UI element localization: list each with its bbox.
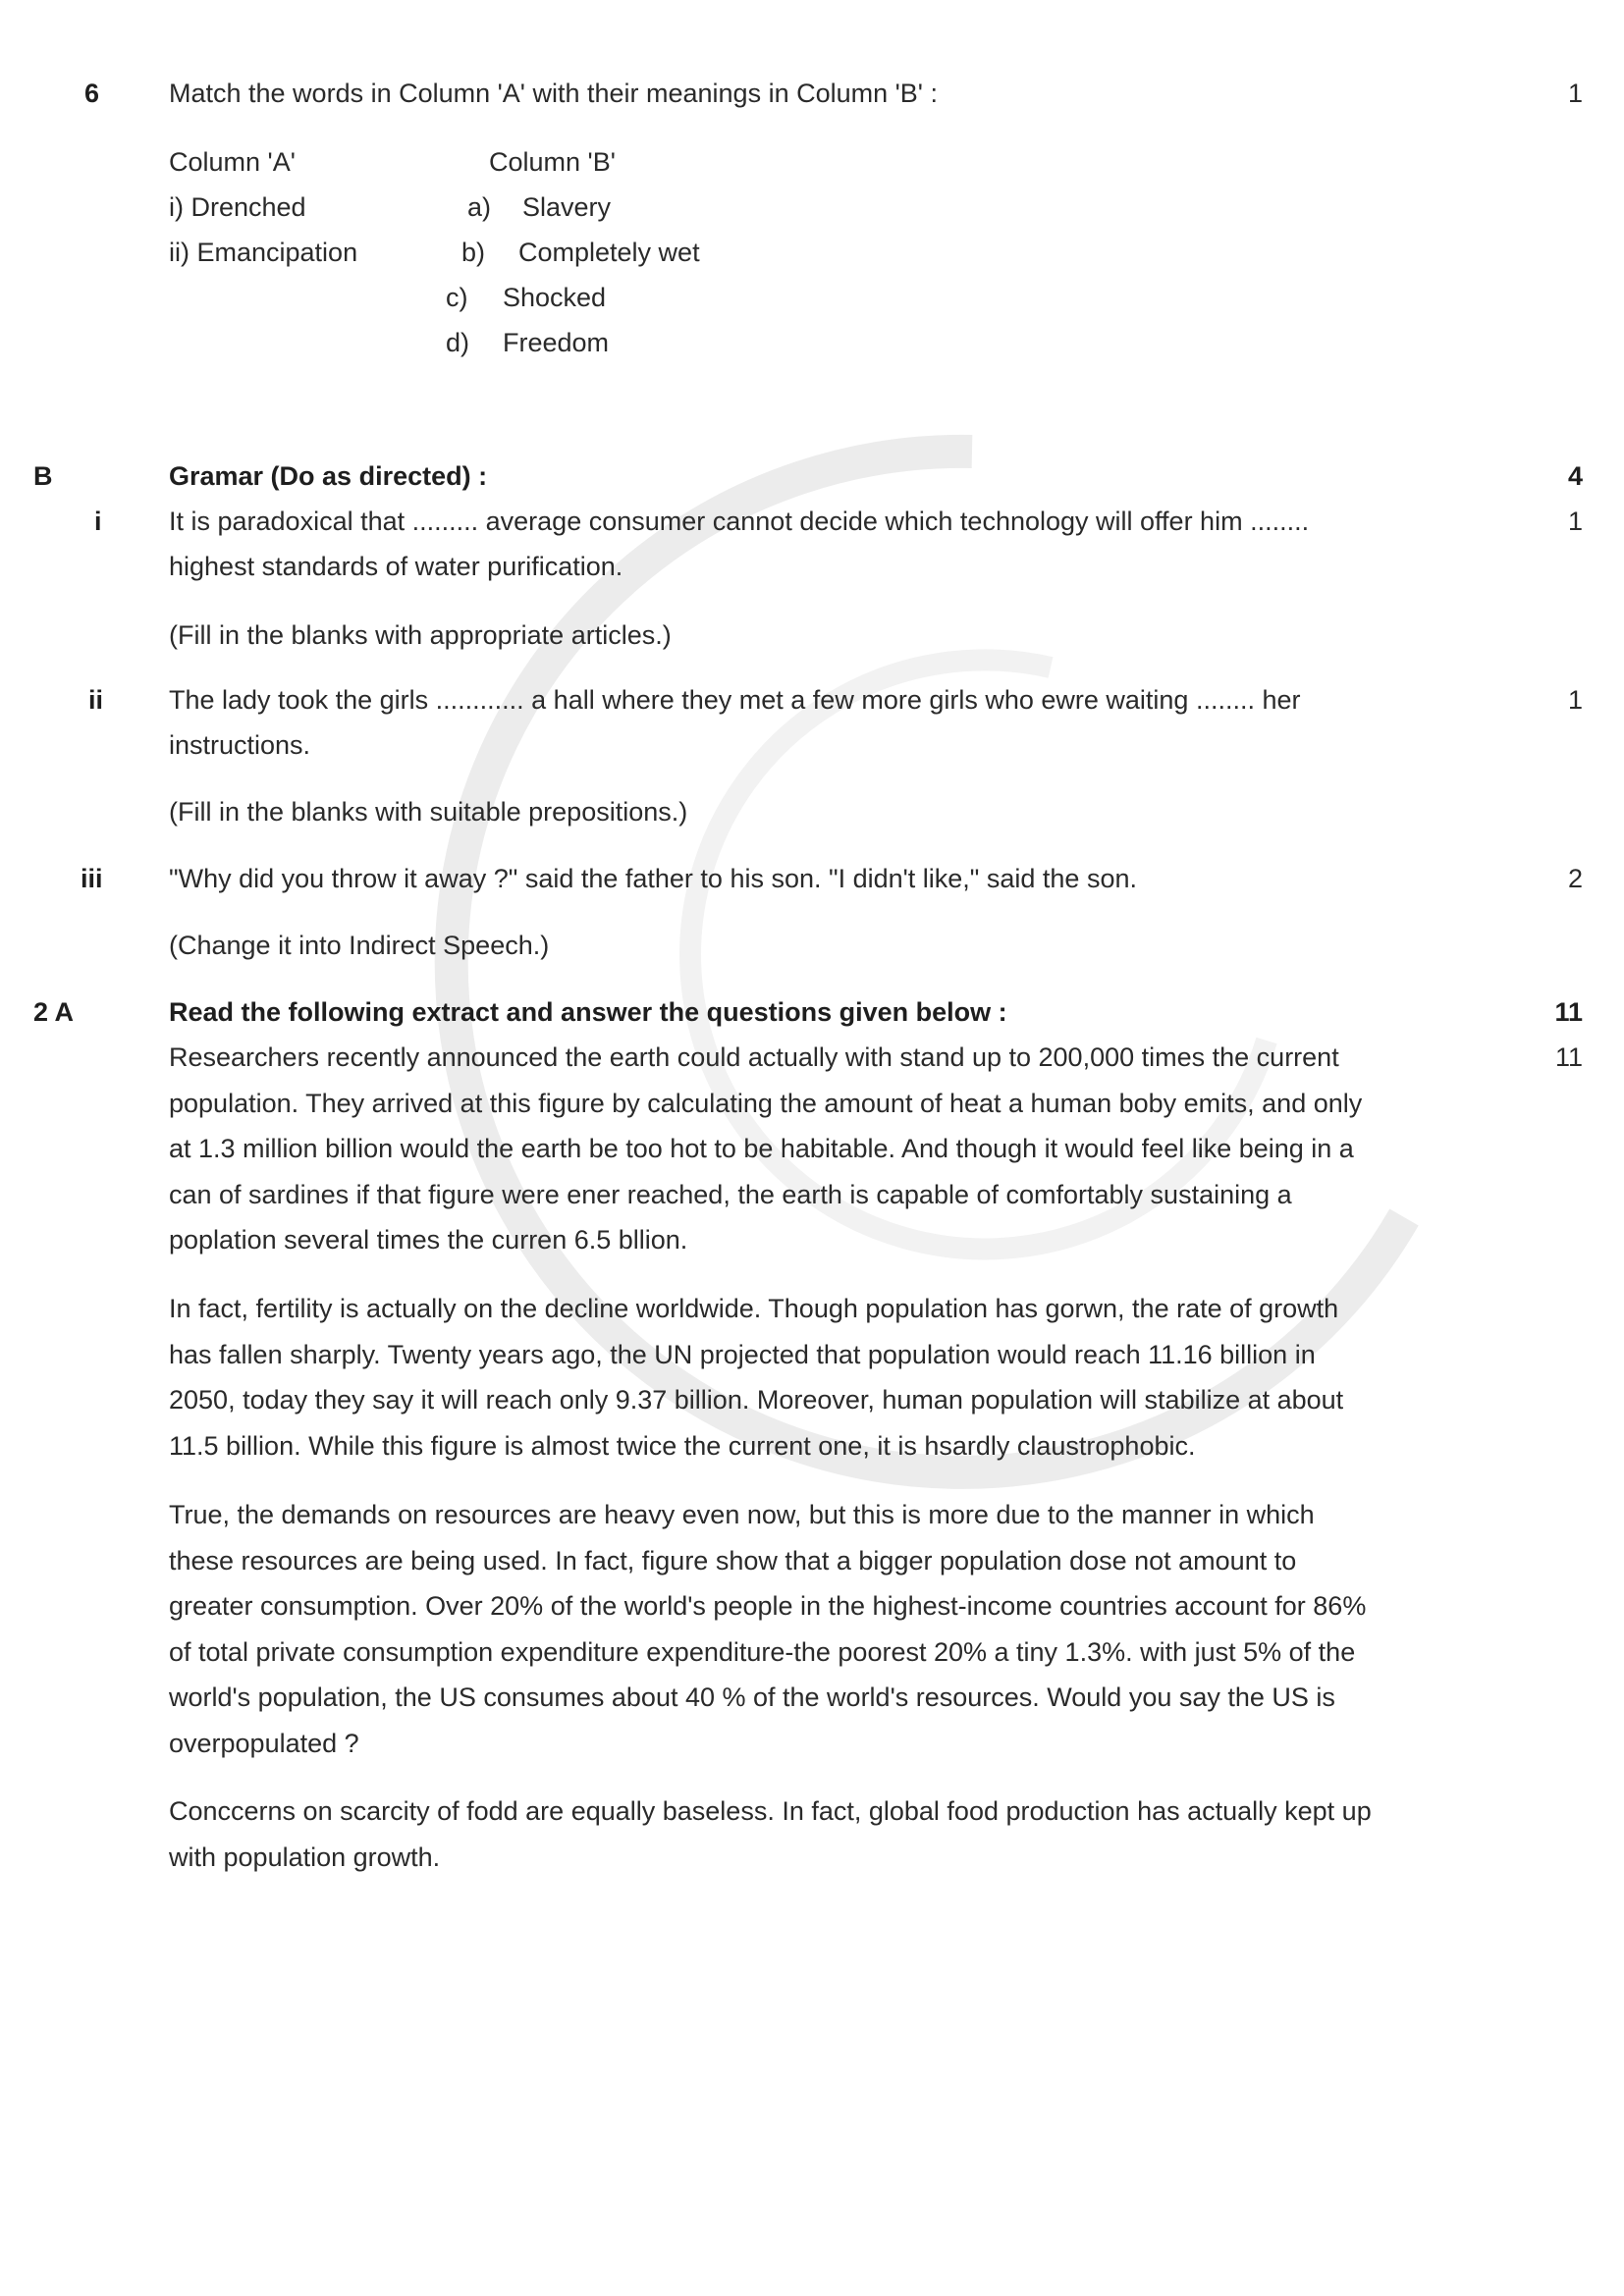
column-b-text: Freedom	[503, 328, 610, 357]
item-marks: 1	[1567, 685, 1583, 715]
item-number: ii	[88, 685, 104, 715]
passage-line: Conccerns on scarcity of fodd are equally baseless. In fact, global food production has actually kept up	[169, 1796, 1372, 1826]
q2a-marks-secondary: 11	[1554, 1042, 1583, 1072]
passage-line: of total private consumption expenditure expenditure-the poorest 20% a tiny 1.3%. with just 5% of the	[169, 1636, 1356, 1667]
item-marks: 1	[1567, 507, 1583, 536]
passage-line: greater consumption. Over 20% of the world's people in the highest-income countries account for 86%	[169, 1591, 1367, 1621]
passage-line: 11.5 billion. While this figure is almost twice the current one, it is hsardly claustrophobic.	[169, 1430, 1196, 1461]
passage-line: these resources are being used. In fact, figure show that a bigger population dose not amount to	[169, 1545, 1297, 1575]
passage-paragraph	[169, 1492, 1475, 1766]
q6-number: 6	[84, 79, 100, 108]
item-line: It is paradoxical that ......... average consumer cannot decide which technology will offer him ........	[169, 507, 1310, 536]
passage-paragraph	[169, 1286, 1475, 1468]
q6-marks: 1	[1567, 79, 1583, 108]
column-b-text: Shocked	[503, 283, 607, 312]
q6-prompt: Match the words in Column 'A' with their meanings in Column 'B' :	[169, 79, 938, 108]
item-line: The lady took the girls ............ a hall where they met a few more girls who ewre waiting ........ her	[169, 685, 1301, 715]
passage-line: population. They arrived at this figure by calculating the amount of heat a human boby emits, and only	[169, 1088, 1363, 1118]
passage-line: has fallen sharply. Twenty years ago, the UN projected that population would reach 11.16 billion in	[169, 1339, 1316, 1369]
item-marks: 2	[1567, 864, 1583, 893]
column-a-item: ii) Emancipation	[169, 238, 358, 267]
passage-line: True, the demands on resources are heavy even now, but this is more due to the manner in which	[169, 1500, 1315, 1529]
column-b-label: c)	[446, 283, 468, 312]
passage-line: at 1.3 million billion would the earth be too hot to be habitable. And though it would feel like being in a	[169, 1134, 1354, 1163]
item-line: "Why did you throw it away ?" said the father to his son. "I didn't like," said the son.	[169, 864, 1137, 893]
q2a-title: Read the following extract and answer the questions given below :	[169, 997, 1007, 1027]
passage-line: poplation several times the curren 6.5 bllion.	[169, 1225, 688, 1255]
item-number: i	[94, 507, 102, 536]
q2a-marks: 11	[1554, 997, 1583, 1027]
passage-line: world's population, the US consumes about 40 % of the world's resources. Would you say the US is	[169, 1682, 1335, 1712]
column-b-header: Column 'B'	[489, 147, 616, 177]
passage-paragraph	[169, 1789, 1475, 1880]
column-a-header: Column 'A'	[169, 147, 296, 177]
section-b-marks: 4	[1567, 461, 1583, 491]
passage-line: with population growth.	[169, 1842, 441, 1872]
passage-line: overpopulated ?	[169, 1728, 359, 1758]
section-b-title: Gramar (Do as directed) :	[169, 461, 488, 491]
q2a-number: 2 A	[33, 997, 75, 1027]
passage-line: In fact, fertility is actually on the decline worldwide. Though population has gorwn, the rate of growth	[169, 1294, 1339, 1323]
passage-paragraph	[169, 1035, 1475, 1263]
column-b-text: Slavery	[522, 192, 612, 222]
passage-line: Researchers recently announced the earth could actually with stand up to 200,000 times the current	[169, 1042, 1339, 1072]
item-instruction: (Fill in the blanks with suitable prepositions.)	[169, 797, 688, 827]
passage-line: 2050, today they say it will reach only 9.37 billion. Moreover, human population will stabilize at about	[169, 1385, 1344, 1415]
item-number: iii	[81, 864, 103, 893]
section-b-letter: B	[33, 461, 53, 491]
column-a-item: i) Drenched	[169, 192, 306, 222]
column-b-text: Completely wet	[518, 238, 700, 267]
item-line: highest standards of water purification.	[169, 552, 623, 581]
column-b-label: a)	[467, 192, 492, 222]
item-instruction: (Fill in the blanks with appropriate articles.)	[169, 620, 672, 650]
passage-line: can of sardines if that figure were ener reached, the earth is capable of comfortably sustaining a	[169, 1179, 1292, 1209]
column-b-label: b)	[461, 238, 486, 267]
column-b-label: d)	[446, 328, 470, 357]
item-line: instructions.	[169, 730, 311, 760]
item-instruction: (Change it into Indirect Speech.)	[169, 931, 550, 960]
